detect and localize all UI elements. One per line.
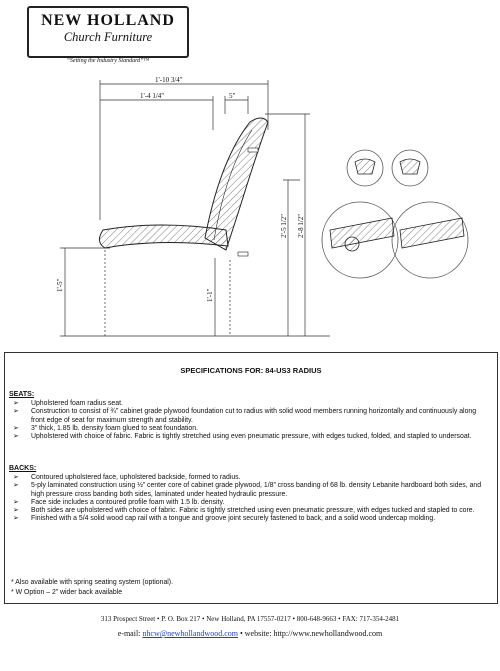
- list-item: ➢ Finished with a 5/4 solid wood cap rail with a tongue and groove joint securely fastened to back, and a solid wood undercap molding.: [13, 515, 436, 523]
- list-item: ➢ Upholstered foam radius seat.: [13, 400, 123, 407]
- note-spring-seating: * Also available with spring seating system (optional).: [11, 579, 174, 586]
- arrow-icon: ➢: [13, 498, 19, 506]
- list-item: ➢ Face side includes a contoured profile foam with 1.5 lb. density.: [13, 498, 225, 506]
- email-link[interactable]: nhcw@newhollandwood.com: [142, 629, 238, 638]
- dim-seat-height-front: 1'-5": [56, 278, 64, 292]
- dim-back-height-a: 2'-5 1/2": [280, 213, 288, 238]
- list-item: ➢ Contoured upholstered face, upholstered backside, formed to radius.: [13, 474, 241, 481]
- pew-section-drawing: [0, 70, 500, 350]
- email-label: e-mail:: [117, 629, 141, 638]
- dim-back-offset: 5": [229, 92, 236, 100]
- arrow-icon: ➢: [13, 400, 19, 407]
- arrow-icon: ➢: [13, 424, 19, 432]
- dim-overall-depth: 1'-10 3/4": [155, 76, 183, 84]
- list-item: ➢ Upholstered with choice of fabric. Fabric is tightly stretched using even pneumatic pressure, with edges tucked, folded, and stapled to undersoat.: [13, 433, 472, 441]
- website-label: • website:: [239, 629, 272, 638]
- list-item: ➢ 5-ply laminated construction using ½” center core of cabinet grade plywood, 1/8” cross banding of 68 lb. density Lebanite hardboard both sides, and high pressure cross banding both sides, laminated under heated hydraulic pressure.: [13, 482, 482, 498]
- arrow-icon: ➢: [13, 408, 19, 416]
- backs-heading: BACKS:: [9, 465, 37, 472]
- dim-back-height-b: 2'-8 1/2": [297, 213, 305, 238]
- list-item: ➢ 3” thick, 1.85 lb. density foam glued to seat foundation.: [13, 424, 199, 432]
- dim-seat-height-rear: 1'-1": [206, 288, 214, 302]
- list-item: ➢ Both sides are upholstered with choice of fabric. Fabric is tightly stretched using even pneumatic pressure, with edges tucked and stapled to core.: [13, 507, 475, 515]
- arrow-icon: ➢: [13, 515, 19, 523]
- arrow-icon: ➢: [13, 507, 19, 515]
- seats-list: [9, 400, 487, 441]
- website-link[interactable]: http://www.newhollandwood.com: [273, 629, 383, 638]
- backs-list: [9, 474, 487, 524]
- spec-title: SPECIFICATIONS FOR: 84-US3 RADIUS: [180, 366, 322, 375]
- dim-seat-depth: 1'-4 1/4": [140, 92, 165, 100]
- list-item: ➢ Construction to consist of ¾” cabinet grade plywood foundation cut to radius with solid wood members running horizontally and continuously along front edge of seat for maximum strength and stability.: [13, 408, 477, 424]
- arrow-icon: ➢: [13, 482, 19, 490]
- note-w-option: * W Option – 2” wider back available: [11, 589, 123, 596]
- arrow-icon: ➢: [13, 433, 19, 441]
- specifications-box: [4, 352, 498, 604]
- logo-subtitle: Church Furniture: [63, 30, 153, 44]
- footer-contact: [0, 629, 500, 638]
- logo-name: NEW HOLLAND: [41, 12, 175, 29]
- arrow-icon: ➢: [13, 474, 19, 481]
- footer-address: 313 Prospect Street • P. O. Box 217 • New Holland, PA 17557-0217 • 800-648-9663 • FAX: 717-354-2481: [100, 615, 400, 623]
- seats-heading: SEATS:: [9, 391, 35, 398]
- logo-tagline: “Setting the Industry Standard”™: [66, 58, 150, 64]
